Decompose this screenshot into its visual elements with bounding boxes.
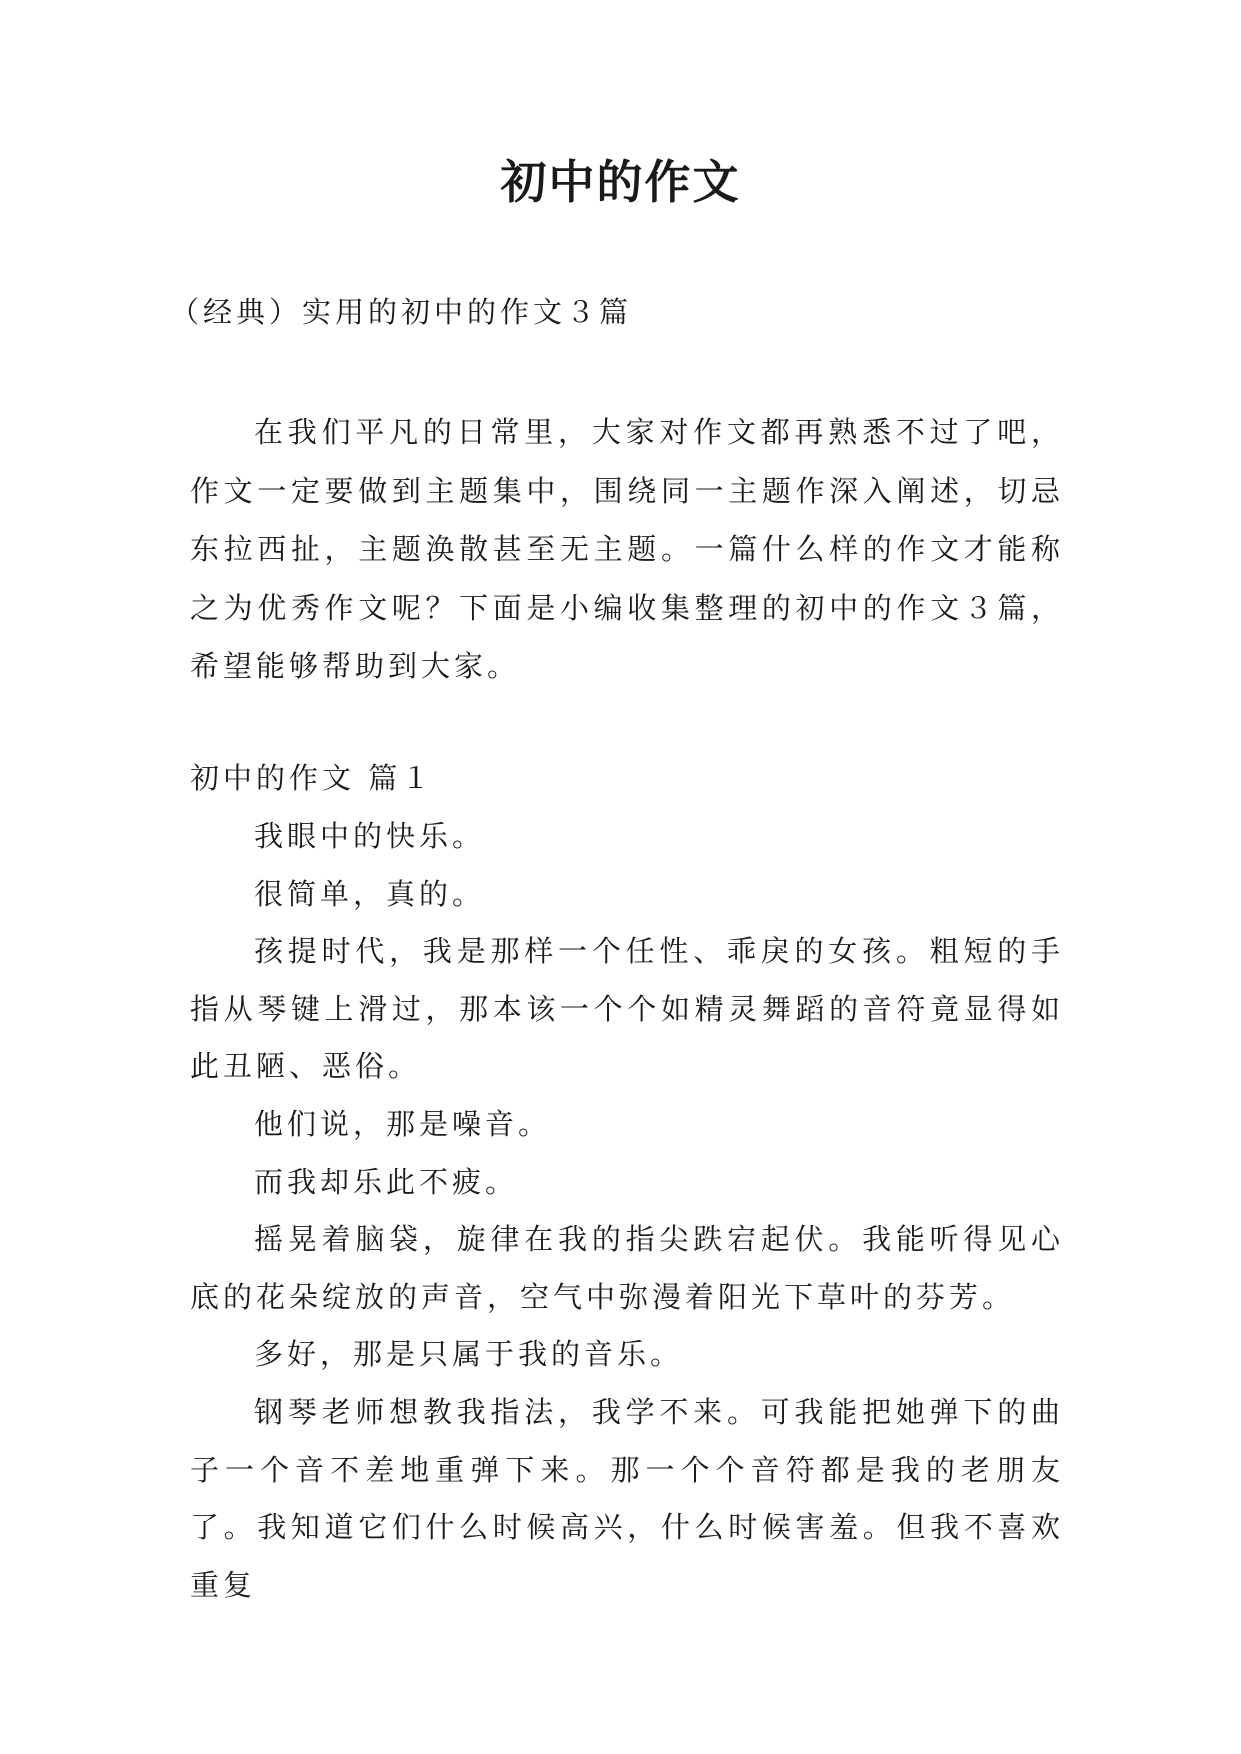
essay-paragraph: 钢琴老师想教我指法，我学不来。可我能把她弹下的曲子一个音不差地重弹下来。那一个个音符都是我的老朋友了。我知道它们什么时候高兴，什么时候害羞。但我不喜欢重复	[190, 1394, 1064, 1602]
intro-paragraph: 在我们平凡的日常里，大家对作文都再熟悉不过了吧，作文一定要做到主题集中，围绕同一主题作深入阐述，切忌东拉西扯，主题涣散甚至无主题。一篇什么样的作文才能称之为优秀作文呢？下面是小编收集整理的初中的作文３篇，希望能够帮助到大家。	[190, 415, 1064, 683]
essay-paragraph: 孩提时代，我是那样一个任性、乖戾的女孩。粗短的手指从琴键上滑过，那本该一个个如精灵舞蹈的音符竟显得如此丑陋、恶俗。	[190, 934, 1064, 1084]
document-title: 初中的作文	[500, 155, 741, 209]
essay-paragraph: 而我却乐此不疲。	[254, 1164, 519, 1199]
essay-paragraph: 摇晃着脑袋，旋律在我的指尖跌宕起伏。我能听得见心底的花朵绽放的声音，空气中弥漫着阳光下草叶的芬芳。	[190, 1222, 1064, 1314]
document-subtitle: （经典）实用的初中的作文３篇	[170, 295, 633, 329]
essay-paragraph: 很简单，真的。	[254, 876, 486, 911]
section-heading: 初中的作文 篇１	[190, 761, 435, 795]
essay-body	[190, 808, 1064, 1614]
essay-paragraph: 我眼中的快乐。	[254, 819, 486, 853]
intro-block	[190, 403, 1064, 696]
essay-paragraph: 他们说，那是噪音。	[254, 1106, 552, 1141]
essay-paragraph: 多好，那是只属于我的音乐。	[254, 1337, 684, 1372]
